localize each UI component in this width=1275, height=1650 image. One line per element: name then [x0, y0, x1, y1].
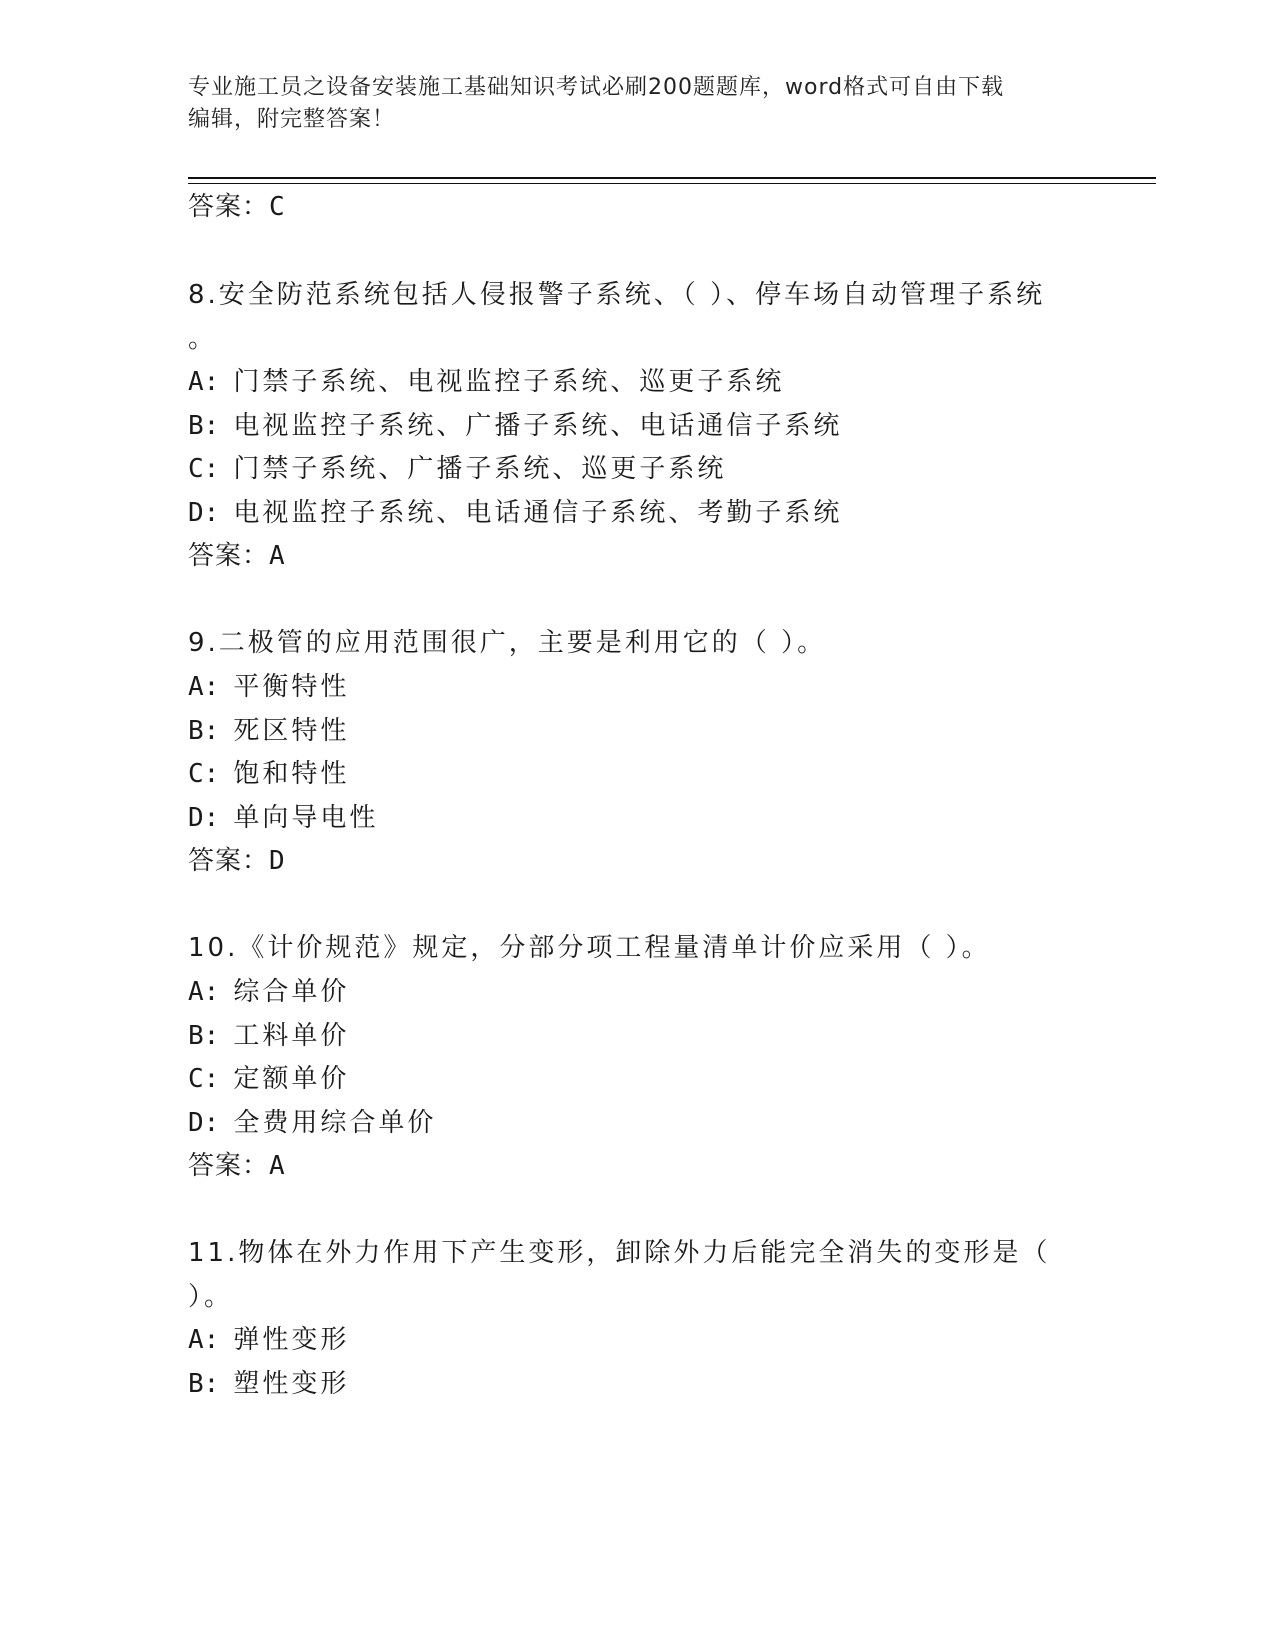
question-stem: 9.二极管的应用范围很广，主要是利用它的（ ）。 [188, 628, 827, 658]
header-rule-thin [188, 183, 1156, 184]
option-d [188, 1106, 436, 1140]
option-c [188, 757, 349, 791]
option-text: 死区特性 [233, 716, 350, 746]
option-letter: B: [188, 411, 220, 441]
option-a [188, 1323, 349, 1357]
header-line-2: 编辑，附完整答案！ [188, 107, 396, 132]
option-text: 饱和特性 [233, 759, 350, 789]
answer-label: 答案： [188, 846, 270, 876]
option-text: 全费用综合单价 [233, 1108, 437, 1138]
answer-label: 答案： [188, 1151, 270, 1181]
option-letter: B: [188, 1021, 220, 1051]
answer-line [188, 844, 286, 878]
answer-value: D [269, 846, 286, 876]
option-text: 单向导电性 [233, 803, 379, 833]
header-rule-thick [188, 177, 1156, 179]
option-b [188, 714, 349, 748]
header-line-1: 专业施工员之设备安装施工基础知识考试必刷200题题库，word格式可自由下载 [188, 75, 1005, 100]
option-letter: C: [188, 454, 220, 484]
answer-value: C [269, 192, 286, 222]
option-a [188, 365, 784, 399]
option-letter: C: [188, 759, 220, 789]
answer-label: 答案： [188, 541, 270, 571]
option-letter: D: [188, 1108, 220, 1138]
question-stem: 10.《计价规范》规定，分部分项工程量清单计价应采用（ ）。 [188, 933, 991, 963]
option-letter: A: [188, 367, 220, 397]
answer-value: A [269, 1151, 286, 1181]
option-a [188, 670, 349, 704]
option-text: 定额单价 [233, 1064, 350, 1094]
option-letter: A: [188, 1325, 220, 1355]
option-a [188, 975, 349, 1009]
question-stem: 8.安全防范系统包括人侵报警子系统、（ ）、停车场自动管理子系统 [188, 280, 1046, 310]
answer-line [188, 539, 286, 573]
option-b [188, 409, 842, 443]
option-c [188, 1062, 349, 1096]
answer-line [188, 1149, 286, 1183]
option-d [188, 496, 842, 530]
option-text: 电视监控子系统、电话通信子系统、考勤子系统 [233, 498, 843, 528]
question-stem: 11.物体在外力作用下产生变形，卸除外力后能完全消失的变形是（ [188, 1238, 1051, 1268]
option-letter: D: [188, 803, 220, 833]
option-text: 电视监控子系统、广播子系统、电话通信子系统 [233, 411, 843, 441]
option-b [188, 1019, 349, 1053]
answer-line [188, 190, 286, 224]
option-letter: C: [188, 1064, 220, 1094]
option-text: 塑性变形 [233, 1369, 350, 1399]
option-letter: A: [188, 672, 220, 702]
option-letter: A: [188, 977, 220, 1007]
option-letter: B: [188, 716, 220, 746]
answer-label: 答案： [188, 192, 270, 222]
option-text: 门禁子系统、广播子系统、巡更子系统 [233, 454, 727, 484]
option-letter: B: [188, 1369, 220, 1399]
option-d [188, 801, 378, 835]
question-stem-continued: 。 [188, 324, 218, 354]
option-text: 工料单价 [233, 1021, 350, 1051]
option-b [188, 1367, 349, 1401]
option-letter: D: [188, 498, 220, 528]
answer-value: A [269, 541, 286, 571]
option-text: 门禁子系统、电视监控子系统、巡更子系统 [233, 367, 785, 397]
option-text: 平衡特性 [233, 672, 350, 702]
question-stem-continued: ）。 [188, 1282, 234, 1312]
option-text: 综合单价 [233, 977, 350, 1007]
document-header [188, 72, 1068, 136]
option-c [188, 452, 726, 486]
option-text: 弹性变形 [233, 1325, 350, 1355]
